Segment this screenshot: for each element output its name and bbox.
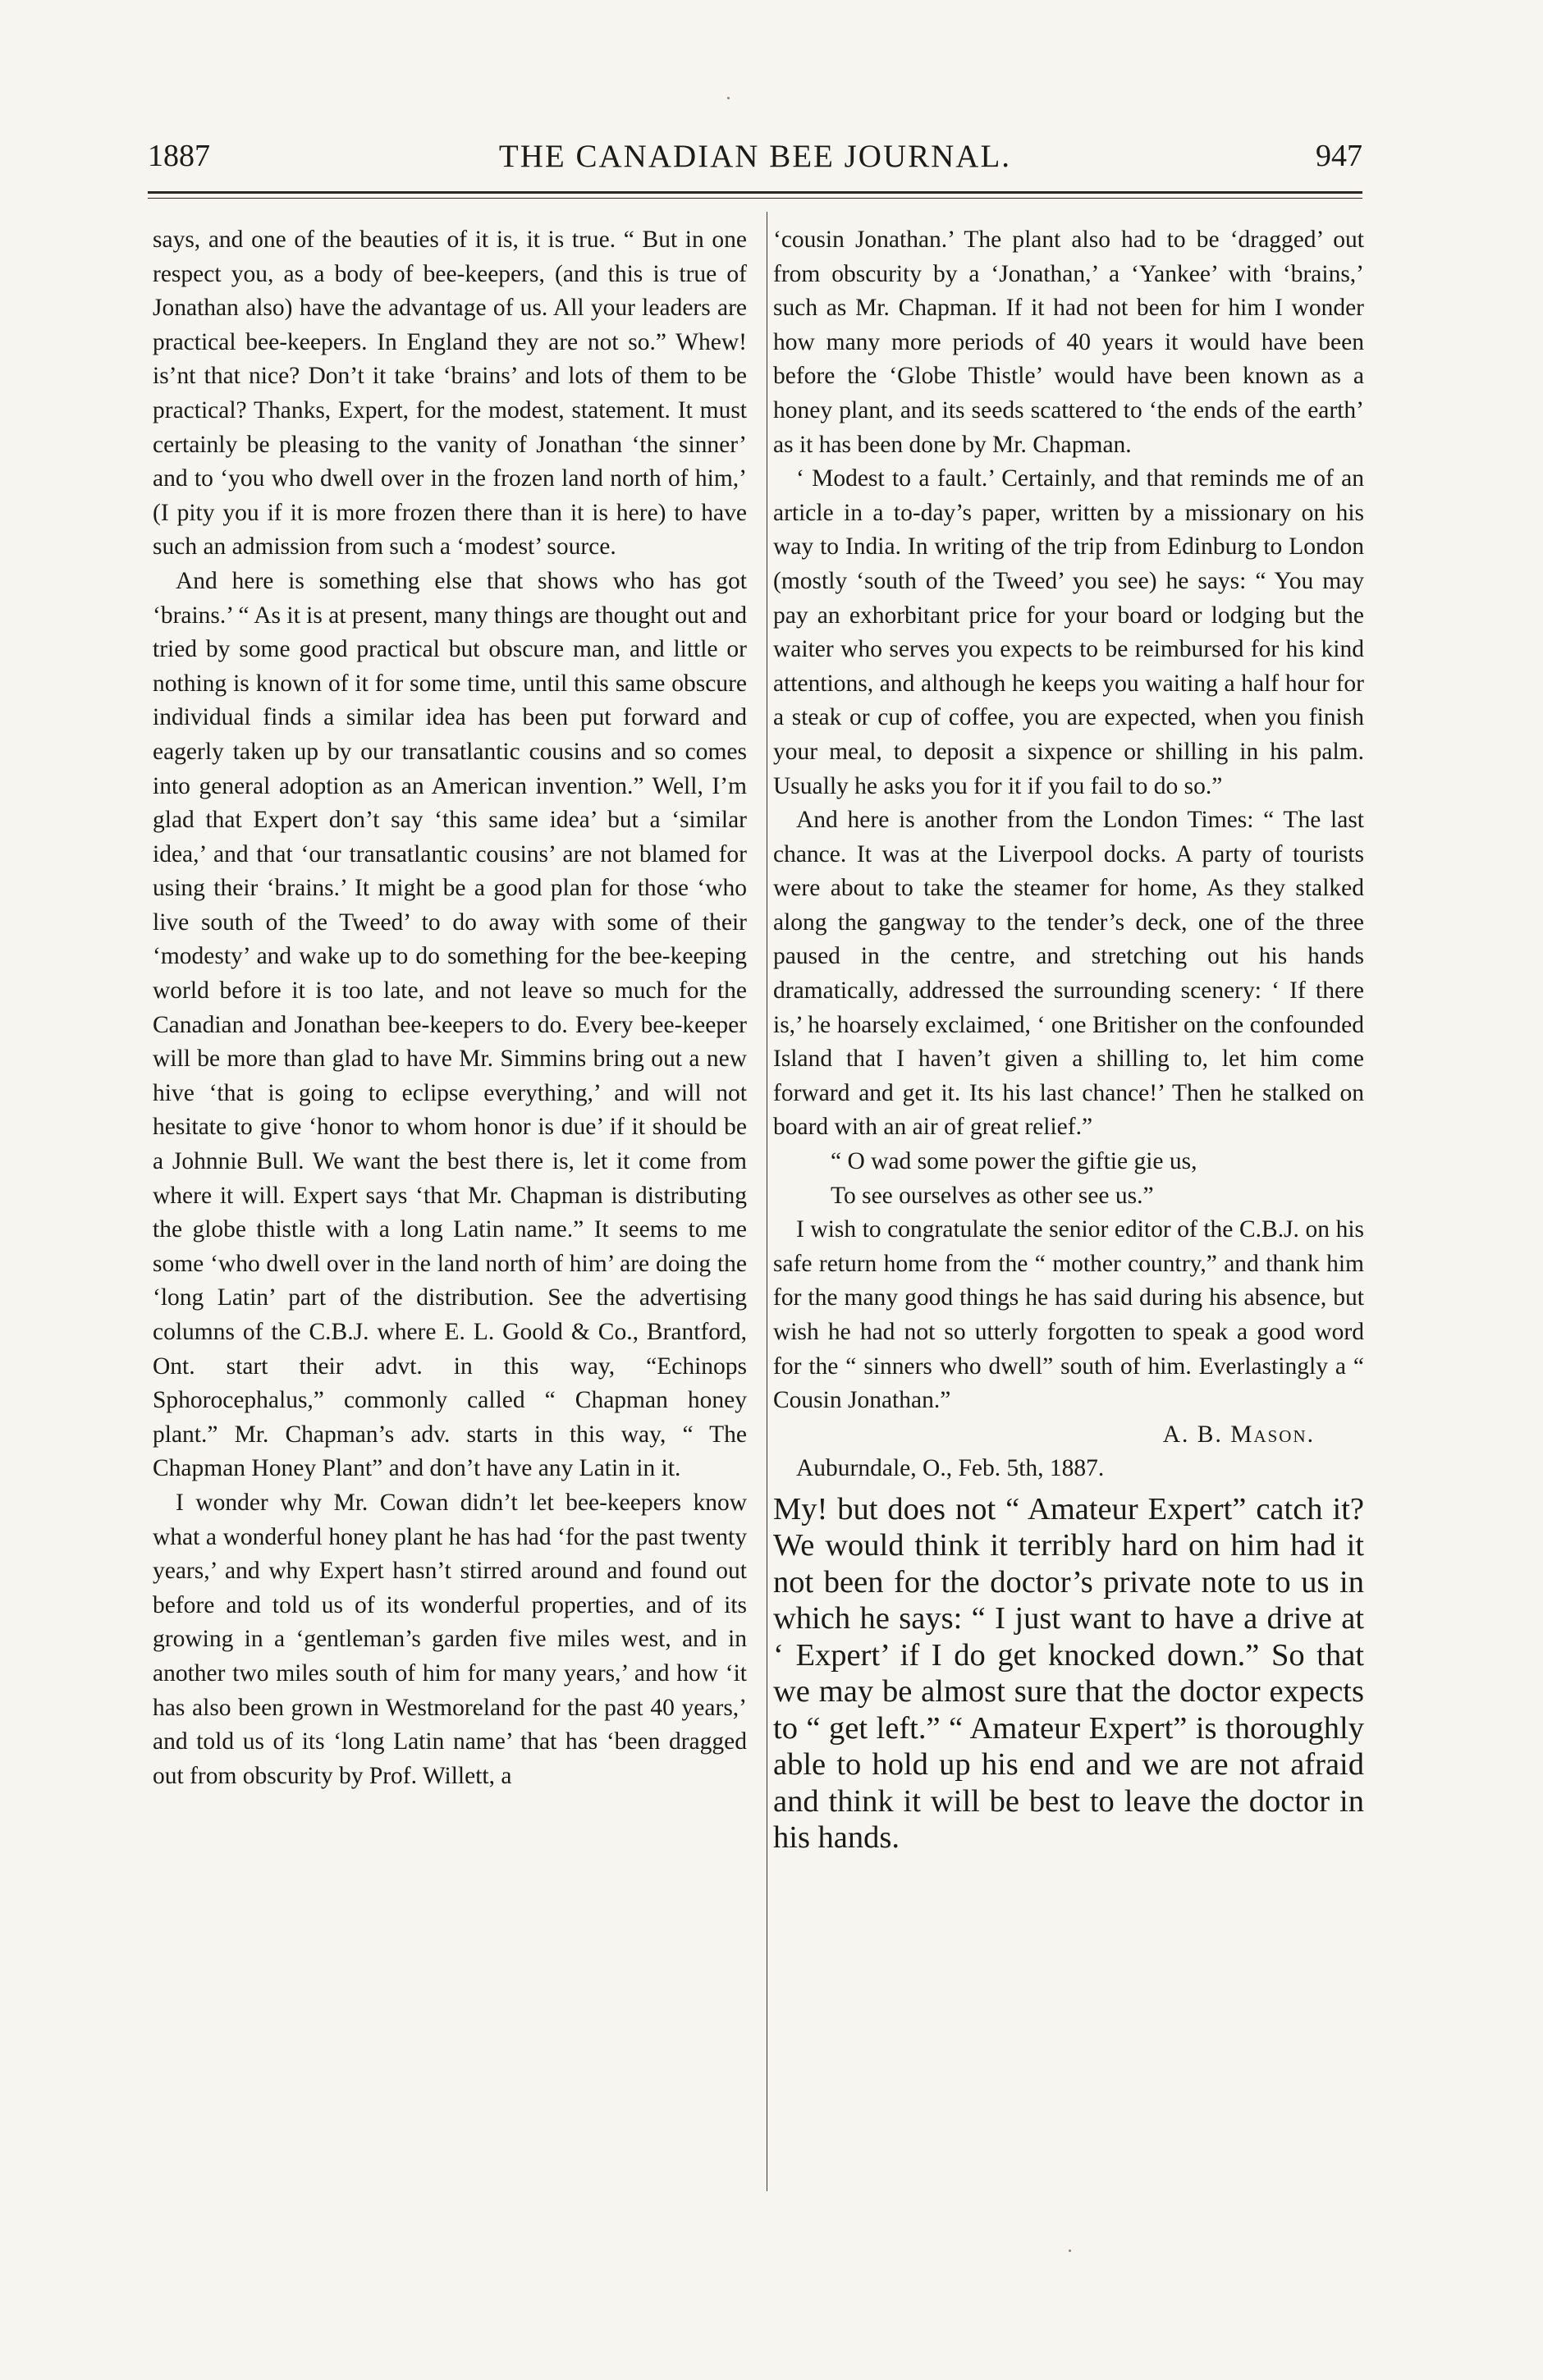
left-paragraph-2: And here is something else that shows who has got ‘brains.’ “ As it is at present, many things are thought out and tried by some good practical but obscure man, and little or nothing is known of it for some time, until this same obscure individual finds a similar idea has been put forward and eagerly taken up by our transatlantic cousins and so comes into general adoption as an American invention.” Well, I’m glad that Expert don’t say ‘this same idea’ but a ‘similar idea,’ and that ‘our transatlantic cousins’ are not blamed for using their ‘brains.’ It might be a good plan for those ‘who live south of the Tweed’ to do away with some of their ‘modesty’ and wake up to do something for the bee-keeping world before it is too late, and not leave so much for the Canadian and Jonathan bee-keepers to do. Every bee-keeper will be more than glad to have Mr. Simmins bring out a new hive ‘that is going to eclipse everything,’ and will not hesitate to give ‘honor to whom honor is due’ if it should be a Johnnie Bull. We want the best there is, let it come from where it will. Expert says ‘that Mr. Chapman is distributing the globe thistle with a long Latin name.” It seems to me some ‘who dwell over in the land north of him’ are doing the ‘long Latin’ part of the distribution. See the advertising columns of the C.B.J. where E. L. Goold & Co., Brantford, Ont. start their advt. in this way, “Echinops Sphorocephalus,” commonly called “ Chapman honey plant.” Mr. Chapman’s adv. starts in this way, “ The Chapman Honey Plant” and don’t have any Latin in it. <box>153 567 747 1482</box>
right-paragraph-3: And here is another from the London Times: “ The last chance. It was at the Liverpool docks. A party of tourists were about to take the steamer for home, As they stalked along the gangway to the tender’s deck, one of the three paused in the centre, and stretching out his hands dramatically, addressed the surrounding scenery: ‘ If there is,’ he hoarsely exclaimed, ‘ one Britisher on the confounded Island that I haven’t given a shilling to, let him come forward and get it. Its his last chance!’ Then he stalked on board with an air of great relief.” <box>773 807 1364 1141</box>
page-number: 947 <box>1316 139 1362 173</box>
verse-quotation <box>773 1145 1364 1213</box>
right-paragraph-4: I wish to congratulate the senior editor of the C.B.J. on his safe return home from the “ mother country,” and thank him for the many good things he has said during his absence, but wish he had not so utterly forgotten to speak a good word for the “ sinners who dwell” south of him. Everlastingly a “ Cousin Jonathan.” <box>773 1216 1364 1414</box>
left-column <box>153 223 747 1793</box>
print-speck <box>727 97 730 99</box>
right-paragraph-1: ‘cousin Jonathan.’ The plant also had to be ‘dragged’ out from obscurity by a ‘Jonathan,’ a ‘Yankee’ with ‘brains,’ such as Mr. Chapman. If it had not been for him I wonder how many more periods of 40 years it would have been before the ‘Globe Thistle’ would have been known as a honey plant, and its seeds scattered to ‘the ends of the earth’ as it has been done by Mr. Chapman. <box>773 227 1364 458</box>
left-paragraph-1: says, and one of the beauties of it is, it is true. “ But in one respect you, as a body of bee-keepers, (and this is true of Jonathan also) have the advantage of us. All your leaders are practical bee-keepers. In England they are not so.” Whew! is’nt that nice? Don’t it take ‘brains’ and lots of them to be practical? Thanks, Expert, for the modest, statement. It must certainly be pleasing to the vanity of Jonathan ‘the sinner’ and to ‘you who dwell over in the frozen land north of him,’ (I pity you if it is more frozen there than it is here) to have such an admission from such a ‘modest’ source. <box>153 227 747 561</box>
right-paragraph-2: ‘ Modest to a fault.’ Certainly, and that reminds me of an article in a to-day’s paper, written by a missionary on his way to India. In writing of the trip from Edinburg to London (mostly ‘south of the Tweed’ you see) he says: “ You may pay an exhorbitant price for your board or lodging but the waiter who serves you expects to be reimbursed for his kind attentions, and although he keeps you waiting a half hour for a steak or cup of coffee, you are expected, when you finish your meal, to deposit a sixpence or shilling in his palm. Usually he asks you for it if you fail to do so.” <box>773 465 1364 799</box>
author-signature: A. B. Mason. <box>1162 1421 1315 1448</box>
header-rule-thick <box>148 191 1362 194</box>
header-rule-thin <box>148 198 1362 199</box>
editor-note: My! but does not “ Amateur Expert” catch it? We would think it terribly hard on him had it not been for the doctor’s private note to us in which he says: “ I just want to have a drive at ‘ Expert’ if I do get knocked down.” So that we may be almost sure that the doctor expects to “ get left.” “ Amateur Expert” is thoroughly able to hold up his end and we are not afraid and think it will be best to leave the doctor in his hands. <box>773 1491 1364 1856</box>
verse-line-2: To see ourselves as other see us.” <box>831 1182 1154 1209</box>
left-paragraph-3: I wonder why Mr. Cowan didn’t let bee-keepers know what a wonderful honey plant he has had ‘for the past twenty years,’ and why Expert hasn’t stirred around and found out before and told us of its wonderful properties, and of its growing in a ‘gentleman’s garden five miles west, and in another two miles south of him for many years,’ and how ‘it has also been grown in Westmoreland for the past 40 years,’ and told us of its ‘long Latin name’ that has ‘been dragged out from obscurity by Prof. Willett, a <box>153 1489 747 1789</box>
verse-line-1: “ O wad some power the giftie gie us, <box>831 1148 1197 1175</box>
header-year: 1887 <box>148 139 210 173</box>
dateline: Auburndale, O., Feb. 5th, 1887. <box>796 1455 1105 1482</box>
print-speck <box>1069 2250 1071 2252</box>
right-column <box>773 223 1364 1856</box>
running-head <box>148 138 1362 187</box>
journal-title: THE CANADIAN BEE JOURNAL. <box>498 139 1012 174</box>
